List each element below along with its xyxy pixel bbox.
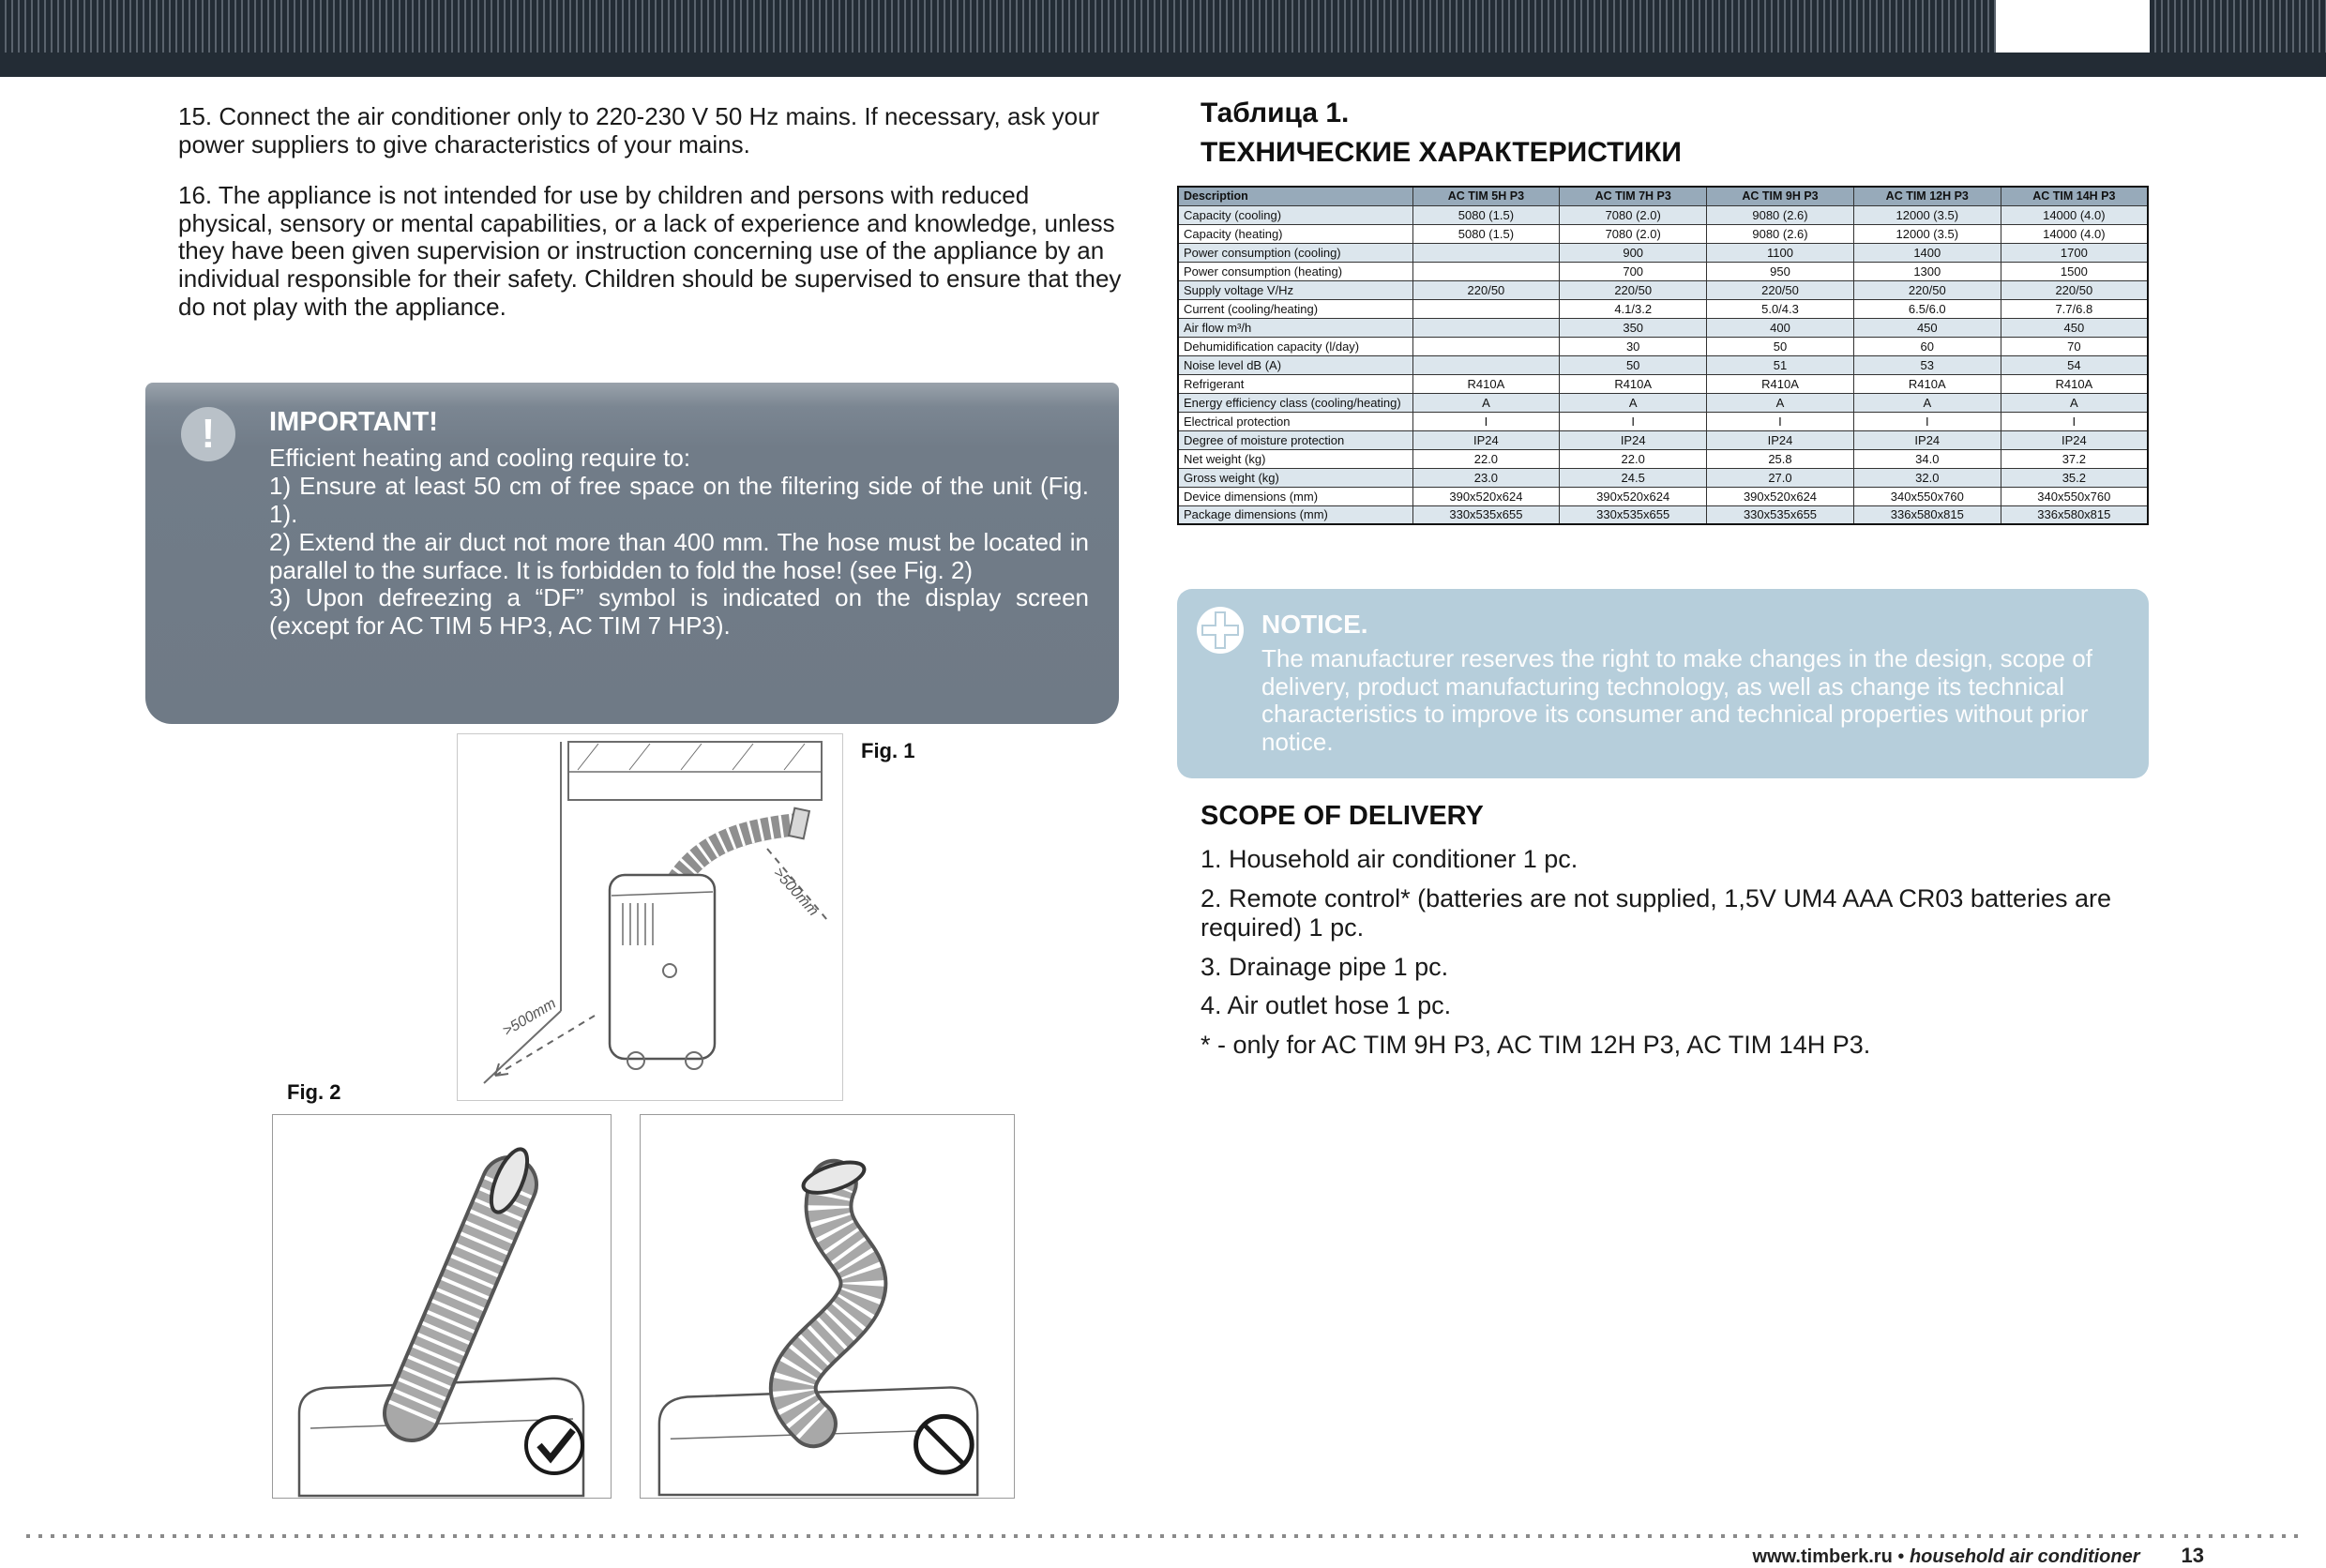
spec-label-cell: Electrical protection xyxy=(1178,412,1412,430)
scope-list xyxy=(1201,845,2168,1060)
notice-title: NOTICE. xyxy=(1261,610,1368,639)
spec-row xyxy=(1178,337,2148,355)
important-item: 2) Extend the air duct not more than 400 mm. The hose must be located in parallel to the surface. It is forbidden to fold the hose! (see Fig. 2) xyxy=(269,527,1089,584)
spec-row xyxy=(1178,449,2148,468)
spec-value-cell: IP24 xyxy=(2001,430,2148,449)
footer-dotted-divider xyxy=(26,1534,2300,1538)
scope-of-delivery xyxy=(1201,801,2168,1069)
spec-value-cell xyxy=(1412,243,1560,262)
spec-label-cell: Package dimensions (mm) xyxy=(1178,505,1412,524)
spec-value-cell: 23.0 xyxy=(1412,468,1560,487)
paragraph-15: 15. Connect the air conditioner only to 220-230 V 50 Hz mains. If necessary, ask your power suppliers to give characteristics of your mains. xyxy=(178,102,1100,158)
spec-value-cell: IP24 xyxy=(1560,430,1707,449)
spec-row xyxy=(1178,205,2148,224)
scope-item: 1. Household air conditioner 1 pc. xyxy=(1201,845,1578,873)
fig1-label: Fig. 1 xyxy=(861,739,915,762)
spec-value-cell: 7080 (2.0) xyxy=(1560,224,1707,243)
spec-label-cell: Power consumption (cooling) xyxy=(1178,243,1412,262)
footer-text xyxy=(1753,1546,2140,1568)
spec-value-cell: 1500 xyxy=(2001,262,2148,280)
fig1-annotation-left: >500mm xyxy=(500,995,559,1040)
page-number: 13 xyxy=(2181,1544,2204,1567)
spec-value-cell xyxy=(1412,355,1560,374)
spec-value-cell: 900 xyxy=(1560,243,1707,262)
spec-row xyxy=(1178,262,2148,280)
spec-value-cell xyxy=(1412,262,1560,280)
scope-title: SCOPE OF DELIVERY xyxy=(1201,801,1484,831)
spec-value-cell: 1100 xyxy=(1707,243,1854,262)
spec-value-cell: 12000 (3.5) xyxy=(1853,205,2001,224)
top-stripes-right xyxy=(2150,0,2326,53)
spec-value-cell: 32.0 xyxy=(1853,468,2001,487)
spec-value-cell: A xyxy=(2001,393,2148,412)
spec-value-cell: I xyxy=(1853,412,2001,430)
spec-value-cell: A xyxy=(1853,393,2001,412)
spec-label-cell: Current (cooling/heating) xyxy=(1178,299,1412,318)
top-striped-bar xyxy=(0,0,2326,53)
spec-value-cell: 1400 xyxy=(1853,243,2001,262)
spec-value-cell: 14000 (4.0) xyxy=(2001,224,2148,243)
spec-label-cell: Supply voltage V/Hz xyxy=(1178,280,1412,299)
straight-hose-drawing xyxy=(273,1115,611,1498)
spec-value-cell: 336x580x815 xyxy=(1853,505,2001,524)
fig2-correct-illustration xyxy=(272,1114,612,1499)
spec-value-cell: 9080 (2.6) xyxy=(1707,224,1854,243)
spec-value-cell: 12000 (3.5) xyxy=(1853,224,2001,243)
spec-column-header: AC TIM 5H P3 xyxy=(1412,187,1560,205)
spec-value-cell: 450 xyxy=(2001,318,2148,337)
spec-label-cell: Net weight (kg) xyxy=(1178,449,1412,468)
spec-value-cell: 6.5/6.0 xyxy=(1853,299,2001,318)
footer-site: www.timberk.ru xyxy=(1752,1546,1893,1567)
spec-label-cell: Gross weight (kg) xyxy=(1178,468,1412,487)
spec-value-cell: 330x535x655 xyxy=(1707,505,1854,524)
plus-icon xyxy=(1196,606,1245,655)
spec-value-cell: 1700 xyxy=(2001,243,2148,262)
scope-item: 3. Drainage pipe 1 pc. xyxy=(1201,952,1449,981)
checkmark-icon xyxy=(526,1417,582,1473)
fig2-incorrect-illustration xyxy=(640,1114,1015,1499)
prohibition-icon xyxy=(916,1416,973,1472)
spec-value-cell: A xyxy=(1560,393,1707,412)
spec-value-cell: 220/50 xyxy=(1560,280,1707,299)
footer-separator: • xyxy=(1897,1546,1905,1567)
spec-value-cell: 390x520x624 xyxy=(1707,487,1854,505)
spec-row xyxy=(1178,412,2148,430)
spec-row xyxy=(1178,355,2148,374)
spec-value-cell: R410A xyxy=(1560,374,1707,393)
spec-value-cell: 390x520x624 xyxy=(1560,487,1707,505)
important-intro: Efficient heating and cooling require to: xyxy=(269,444,691,472)
spec-value-cell: 50 xyxy=(1707,337,1854,355)
air-conditioner-room-drawing xyxy=(458,734,842,1100)
spec-row xyxy=(1178,487,2148,505)
spec-value-cell: 330x535x655 xyxy=(1412,505,1560,524)
spec-value-cell: 5080 (1.5) xyxy=(1412,224,1560,243)
spec-value-cell: 220/50 xyxy=(1707,280,1854,299)
spec-value-cell: IP24 xyxy=(1853,430,2001,449)
scope-item: * - only for AC TIM 9H P3, AC TIM 12H P3, AC TIM 14H P3. xyxy=(1201,1030,1871,1059)
important-body xyxy=(269,445,1089,641)
spec-value-cell: 220/50 xyxy=(2001,280,2148,299)
spec-label-cell: Energy efficiency class (cooling/heating) xyxy=(1178,393,1412,412)
spec-table xyxy=(1177,186,2149,525)
top-stripes-left xyxy=(0,0,1996,53)
spec-column-header: AC TIM 9H P3 xyxy=(1707,187,1854,205)
table-subtitle: ТЕХНИЧЕСКИЕ ХАРАКТЕРИСТИКИ xyxy=(1201,137,1682,168)
spec-value-cell: IP24 xyxy=(1707,430,1854,449)
spec-value-cell: 24.5 xyxy=(1560,468,1707,487)
exclamation-icon: ! xyxy=(181,407,235,461)
important-box xyxy=(145,383,1119,724)
spec-value-cell: 9080 (2.6) xyxy=(1707,205,1854,224)
important-title: IMPORTANT! xyxy=(269,407,438,437)
spec-value-cell: R410A xyxy=(2001,374,2148,393)
spec-value-cell: 35.2 xyxy=(2001,468,2148,487)
spec-value-cell: 340x550x760 xyxy=(2001,487,2148,505)
spec-row xyxy=(1178,430,2148,449)
spec-value-cell: 390x520x624 xyxy=(1412,487,1560,505)
spec-header-row xyxy=(1178,187,2148,205)
spec-column-header: AC TIM 7H P3 xyxy=(1560,187,1707,205)
notice-box xyxy=(1177,589,2149,778)
spec-value-cell: 5.0/4.3 xyxy=(1707,299,1854,318)
spec-row xyxy=(1178,393,2148,412)
top-solid-bar xyxy=(0,53,2326,77)
spec-row xyxy=(1178,318,2148,337)
spec-value-cell: 400 xyxy=(1707,318,1854,337)
spec-label-cell: Power consumption (heating) xyxy=(1178,262,1412,280)
spec-label-cell: Degree of moisture protection xyxy=(1178,430,1412,449)
spec-value-cell: R410A xyxy=(1853,374,2001,393)
spec-value-cell: 27.0 xyxy=(1707,468,1854,487)
spec-value-cell: 350 xyxy=(1560,318,1707,337)
paragraph-16: 16. The appliance is not intended for use by children and persons with reduced physical, sensory or mental capabilities, or a lack of experience and knowledge, unless they have been given supervision or instruction concerning use of the appliance by an individual responsible for their safety. Children should be supervised to ensure that they do not play with the appliance. xyxy=(178,181,1122,321)
spec-value-cell: 330x535x655 xyxy=(1560,505,1707,524)
spec-value-cell: I xyxy=(1412,412,1560,430)
fig1-illustration xyxy=(457,733,843,1101)
spec-value-cell xyxy=(1412,299,1560,318)
spec-value-cell: 22.0 xyxy=(1560,449,1707,468)
bent-hose-drawing xyxy=(641,1115,1014,1498)
spec-value-cell: 220/50 xyxy=(1412,280,1560,299)
spec-value-cell: 450 xyxy=(1853,318,2001,337)
spec-label-cell: Refrigerant xyxy=(1178,374,1412,393)
spec-value-cell: IP24 xyxy=(1412,430,1560,449)
spec-table-head xyxy=(1178,187,2148,205)
spec-label-cell: Device dimensions (mm) xyxy=(1178,487,1412,505)
spec-row xyxy=(1178,374,2148,393)
spec-value-cell: 22.0 xyxy=(1412,449,1560,468)
spec-label-cell: Capacity (cooling) xyxy=(1178,205,1412,224)
spec-value-cell: 37.2 xyxy=(2001,449,2148,468)
spec-value-cell: 25.8 xyxy=(1707,449,1854,468)
scope-item: 2. Remote control* (batteries are not supplied, 1,5V UM4 AAA CR03 batteries are required) 1 pc. xyxy=(1201,883,2112,942)
spec-label-cell: Dehumidification capacity (l/day) xyxy=(1178,337,1412,355)
important-items xyxy=(269,473,1089,641)
spec-value-cell: 50 xyxy=(1560,355,1707,374)
top-stripes-gap xyxy=(1996,0,2150,53)
spec-value-cell: 30 xyxy=(1560,337,1707,355)
spec-value-cell: 950 xyxy=(1707,262,1854,280)
spec-value-cell: 60 xyxy=(1853,337,2001,355)
notice-body: The manufacturer reserves the right to make changes in the design, scope of delivery, product manufacturing technology, as well as change its technical characteristics to improve its consumer and technical properties without prior notice. xyxy=(1261,644,2092,756)
spec-value-cell: A xyxy=(1707,393,1854,412)
spec-value-cell: I xyxy=(2001,412,2148,430)
spec-value-cell xyxy=(1412,318,1560,337)
scope-item: 4. Air outlet hose 1 pc. xyxy=(1201,991,1452,1020)
spec-row xyxy=(1178,224,2148,243)
spec-value-cell: 1300 xyxy=(1853,262,2001,280)
spec-value-cell: 4.1/3.2 xyxy=(1560,299,1707,318)
spec-value-cell: 51 xyxy=(1707,355,1854,374)
spec-label-cell: Air flow m³/h xyxy=(1178,318,1412,337)
spec-row xyxy=(1178,505,2148,524)
spec-value-cell: 5080 (1.5) xyxy=(1412,205,1560,224)
spec-value-cell: R410A xyxy=(1707,374,1854,393)
fig1-annotation-right: >500mm xyxy=(770,865,822,920)
footer xyxy=(1753,1544,2205,1568)
table-title: Таблица 1. xyxy=(1201,98,1350,128)
spec-value-cell xyxy=(1412,337,1560,355)
spec-value-cell: 53 xyxy=(1853,355,2001,374)
fig2-label: Fig. 2 xyxy=(287,1080,341,1104)
spec-value-cell: 14000 (4.0) xyxy=(2001,205,2148,224)
spec-value-cell: I xyxy=(1707,412,1854,430)
spec-value-cell: I xyxy=(1560,412,1707,430)
spec-label-cell: Noise level dB (A) xyxy=(1178,355,1412,374)
spec-column-header: AC TIM 14H P3 xyxy=(2001,187,2148,205)
spec-value-cell: 70 xyxy=(2001,337,2148,355)
spec-value-cell: 7080 (2.0) xyxy=(1560,205,1707,224)
spec-column-header: Description xyxy=(1178,187,1412,205)
spec-row xyxy=(1178,299,2148,318)
footer-product: household air conditioner xyxy=(1909,1546,2140,1567)
spec-label-cell: Capacity (heating) xyxy=(1178,224,1412,243)
important-item: 3) Upon defreezing a “DF” symbol is indicated on the display screen (except for AC TIM 5 HP3, AC TIM 7 HP3). xyxy=(269,583,1089,641)
spec-value-cell: 220/50 xyxy=(1853,280,2001,299)
spec-value-cell: R410A xyxy=(1412,374,1560,393)
spec-table-body xyxy=(1178,205,2148,524)
spec-row xyxy=(1178,280,2148,299)
spec-row xyxy=(1178,468,2148,487)
spec-value-cell: A xyxy=(1412,393,1560,412)
spec-value-cell: 7.7/6.8 xyxy=(2001,299,2148,318)
spec-row xyxy=(1178,243,2148,262)
spec-value-cell: 34.0 xyxy=(1853,449,2001,468)
spec-value-cell: 54 xyxy=(2001,355,2148,374)
spec-value-cell: 700 xyxy=(1560,262,1707,280)
spec-value-cell: 340x550x760 xyxy=(1853,487,2001,505)
spec-value-cell: 336x580x815 xyxy=(2001,505,2148,524)
spec-column-header: AC TIM 12H P3 xyxy=(1853,187,2001,205)
important-item: 1) Ensure at least 50 cm of free space on the filtering side of the unit (Fig. 1). xyxy=(269,471,1089,528)
